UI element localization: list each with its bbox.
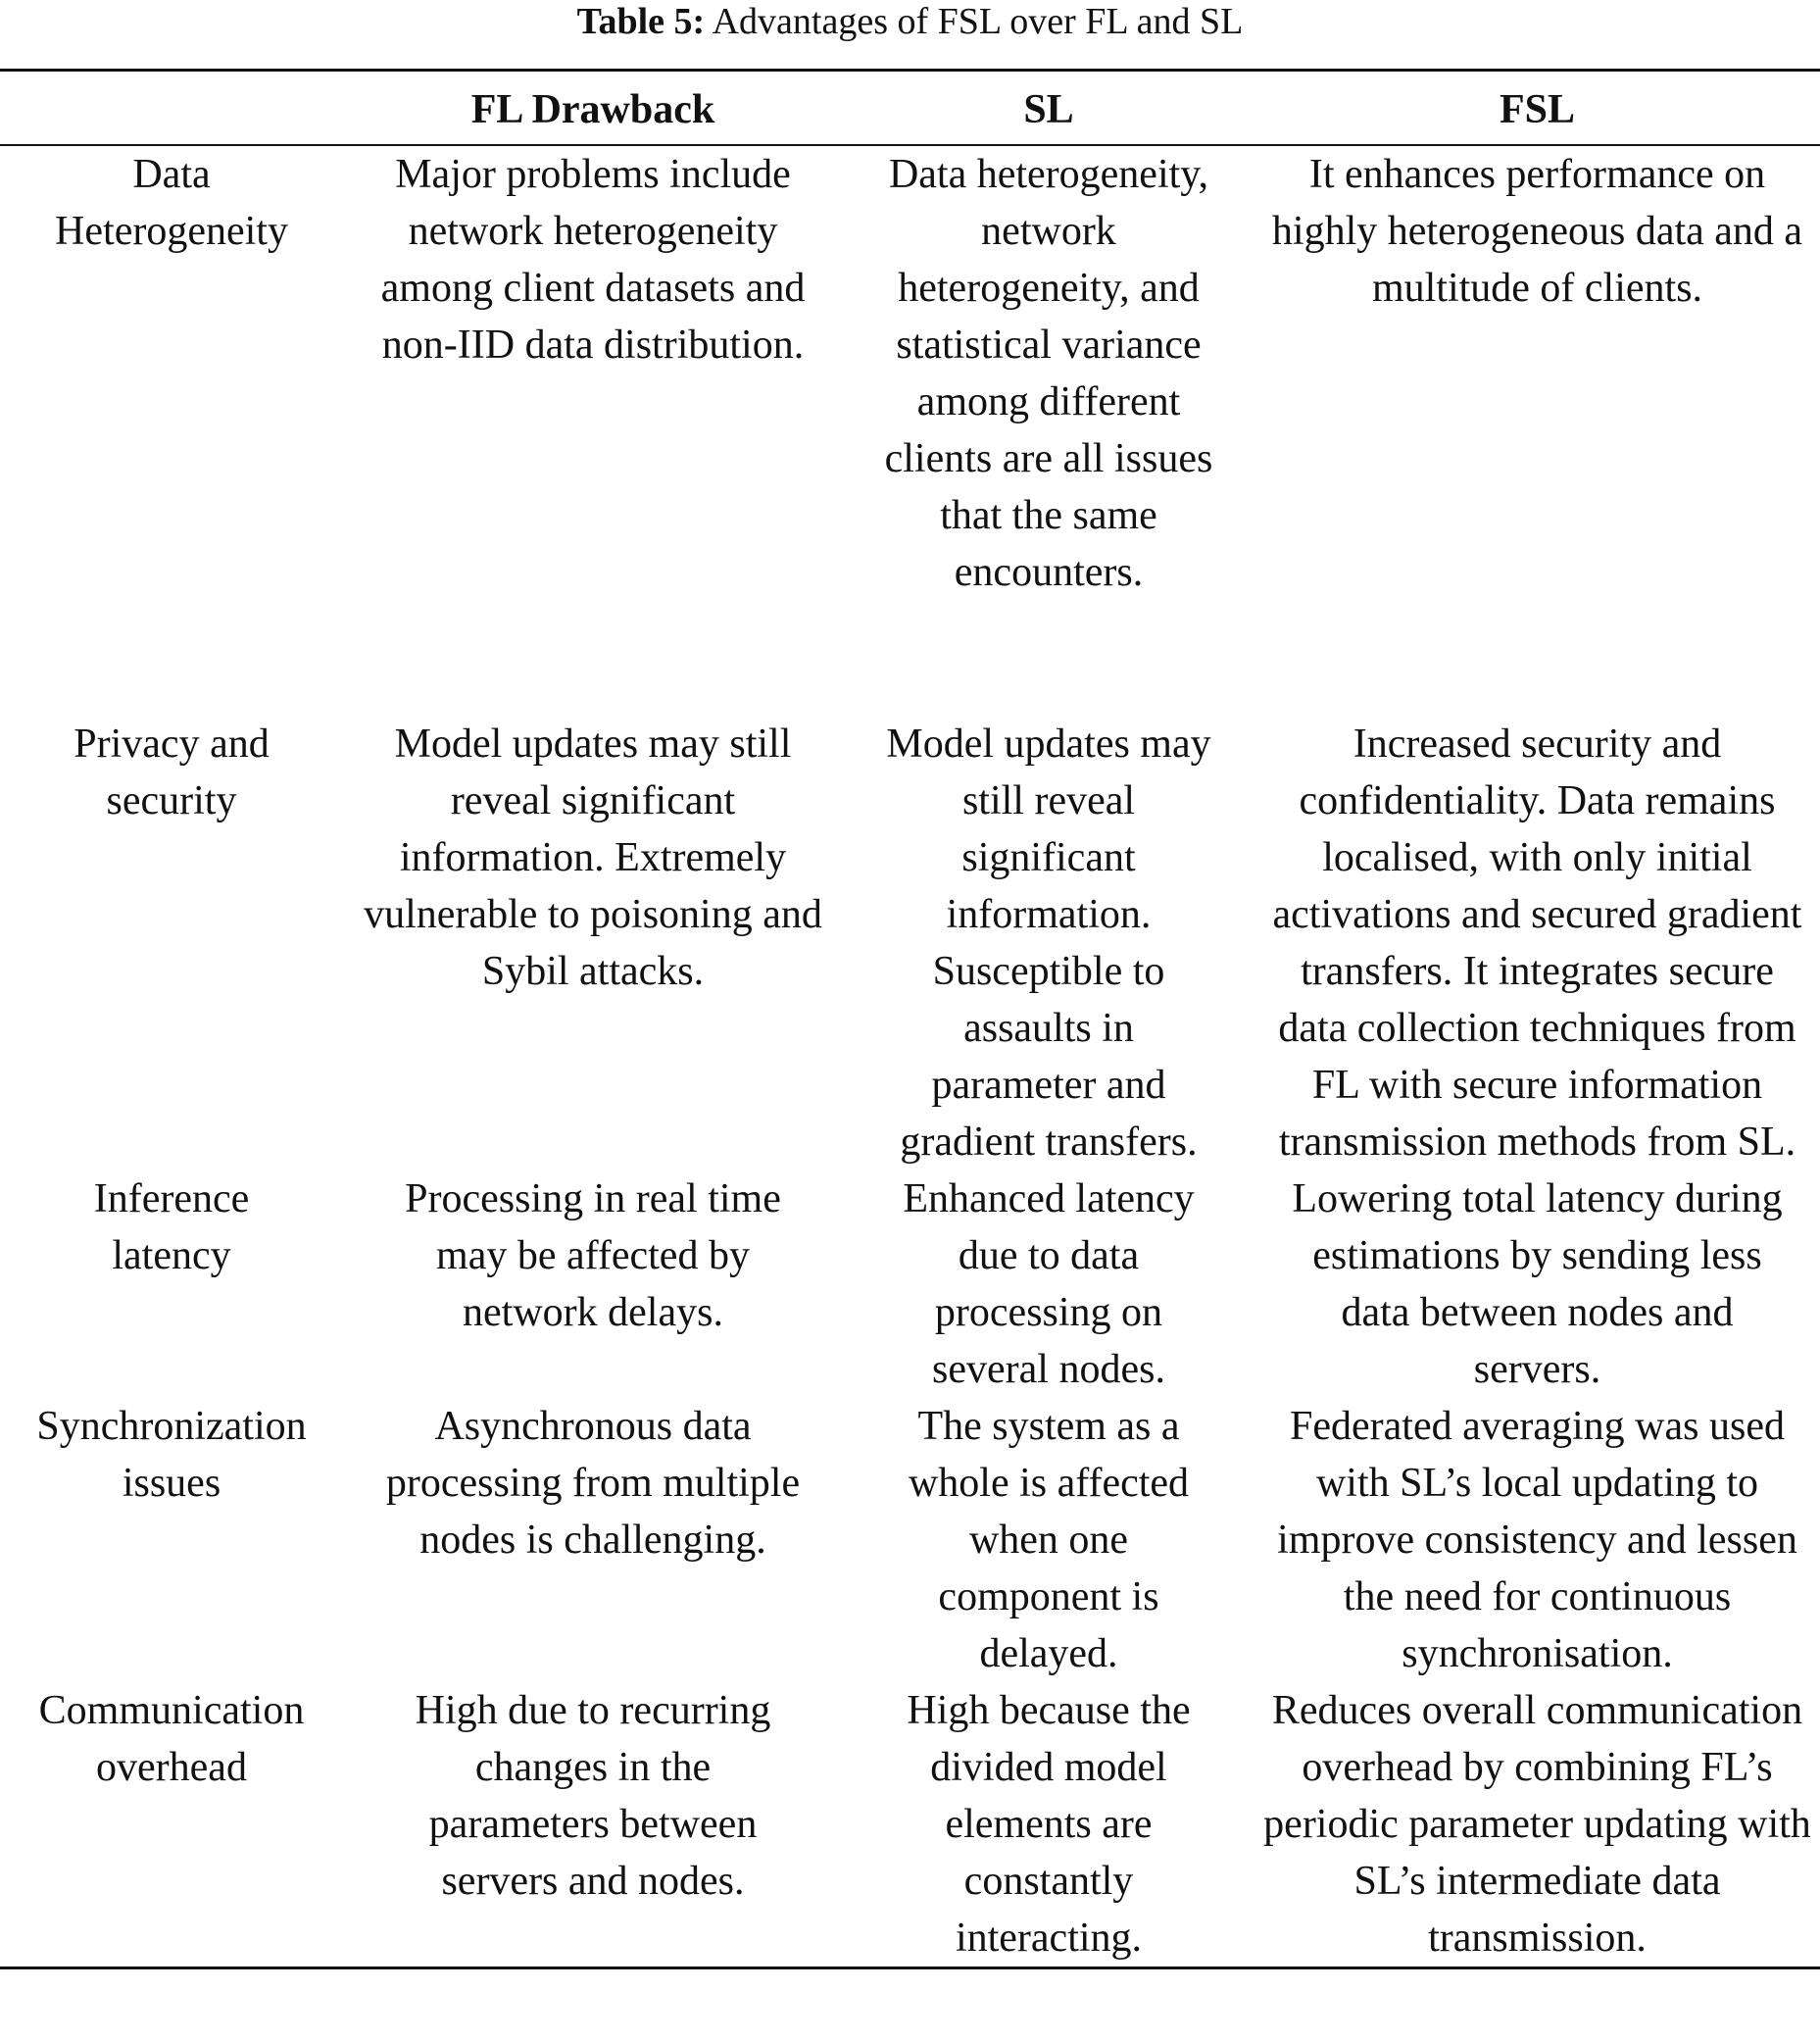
row-fl-cell: Model updates may still reveal significant information. Extremely vulnerable to poisoning and Sybil attacks. xyxy=(364,722,822,994)
table-caption-label: Table 5: xyxy=(576,1,706,42)
table-row xyxy=(0,1170,1820,1398)
row-aspect: Communication overhead xyxy=(38,1688,305,1790)
row-fsl-cell: Lowering total latency during estimations by sending less data between nodes and servers. xyxy=(1292,1176,1783,1392)
row-aspect: Synchronization issues xyxy=(36,1404,307,1506)
row-fl-cell: Asynchronous data processing from multiple nodes is challenging. xyxy=(385,1404,801,1563)
table-row xyxy=(0,1398,1820,1682)
row-fl-cell: High due to recurring changes in the parameters between servers and nodes. xyxy=(415,1688,771,1904)
table-row xyxy=(0,716,1820,1170)
header-aspect xyxy=(0,71,343,146)
row-fsl-cell: Federated averaging was used with SL’s local updating to improve consistency and lessen the need for continuous synchronisation. xyxy=(1277,1404,1797,1676)
row-sl-cell: High because the divided model elements are constantly interacting. xyxy=(907,1688,1191,1961)
row-fsl-cell: It enhances performance on highly heterogeneous data and a multitude of clients. xyxy=(1271,152,1803,311)
header-fsl: FSL xyxy=(1499,87,1576,132)
row-fsl-cell: Increased security and confidentiality. Data remains localised, with only initial activations and secured gradient transfers. It integrates secure data collection techniques from FL with secure information transmission methods from SL. xyxy=(1272,722,1802,1165)
table-caption xyxy=(0,0,1820,43)
comparison-table xyxy=(0,69,1820,1969)
row-fl-cell: Processing in real time may be affected by network delays. xyxy=(405,1176,781,1335)
table-row xyxy=(0,145,1820,716)
row-fsl-cell: Reduces overall communication overhead by combining FL’s periodic parameter updating with SL’s intermediate data transmission. xyxy=(1263,1688,1811,1961)
header-fl-drawback: FL Drawback xyxy=(470,87,715,132)
row-sl-cell: Enhanced latency due to data processing on several nodes. xyxy=(903,1176,1195,1392)
table-row xyxy=(0,1682,1820,1968)
header-sl: SL xyxy=(1023,87,1074,132)
row-aspect: Privacy and security xyxy=(74,722,270,823)
row-aspect: Data Heterogeneity xyxy=(55,152,288,254)
row-aspect: Inference latency xyxy=(93,1176,250,1278)
table-header-row xyxy=(0,71,1820,146)
row-sl-cell: Data heterogeneity, network heterogeneity, and statistical variance among different clients are all issues that the same encounters. xyxy=(884,152,1213,595)
row-sl-cell: Model updates may still reveal significant information. Susceptible to assaults in parameter and gradient transfers. xyxy=(886,722,1211,1165)
row-sl-cell: The system as a whole is affected when one component is delayed. xyxy=(908,1404,1190,1676)
table-caption-text: Advantages of FSL over FL and SL xyxy=(712,1,1244,42)
row-fl-cell: Major problems include network heterogeneity among client datasets and non-IID data distribution. xyxy=(380,152,806,368)
